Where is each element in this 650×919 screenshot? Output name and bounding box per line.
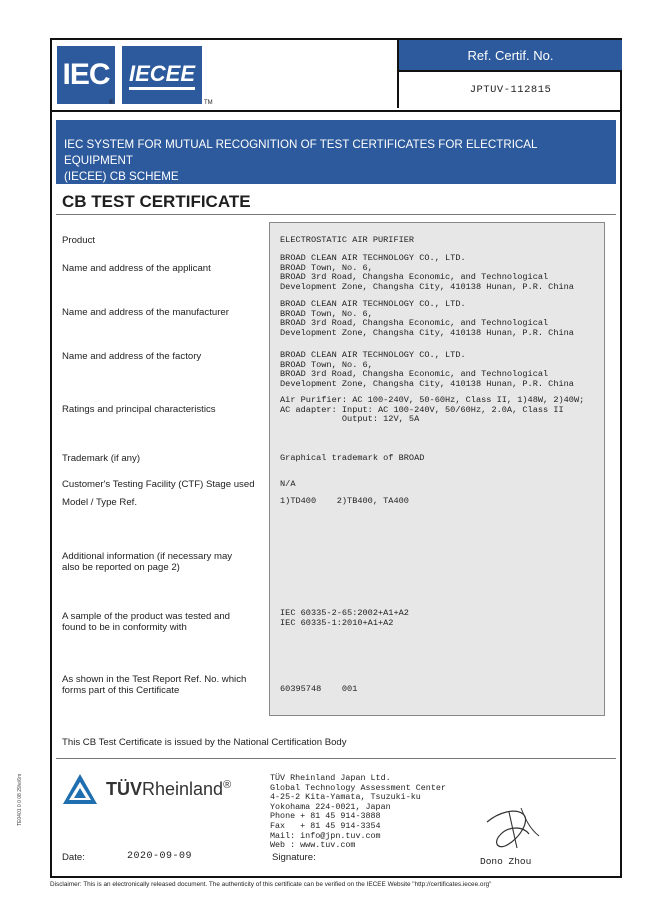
values-panel — [269, 222, 605, 716]
certificate-title: CB TEST CERTIFICATE — [62, 192, 251, 211]
value-ctf-stage: N/A — [280, 479, 296, 489]
value-factory: BROAD CLEAN AIR TECHNOLOGY CO., LTD. BROAD Town, No. 6, BROAD 3rd Road, Changsha Economic, and Technological Development Zone, Changsha City, 410138 Hunan, P.R. China — [280, 350, 574, 389]
value-ratings: Air Purifier: AC 100-240V, 50-60Hz, Class II, 1)48W, 2)40W; AC adapter: Input: AC 100-240V, 50/60Hz, 2.0A, Class II Output: 12V, 5A — [280, 395, 585, 424]
tuv-registered-mark: ® — [223, 778, 232, 791]
label-additional-info: Additional information (if necessary may also be reported on page 2) — [62, 551, 233, 573]
tuv-wordmark-light: Rheinland — [142, 778, 224, 799]
handwritten-signature — [477, 800, 547, 856]
title-divider — [56, 214, 616, 215]
ncb-address: TÜV Rheinland Japan Ltd. Global Technology Assessment Center 4-25-2 Kita-Yamata, Tsuzuki-ku Yokohama 224-0021, Japan Phone + 81 45 914-3888 Fax + 81 45 914-3354 Mail: info@jpn.tuv.com Web : www.tuv.com — [270, 773, 446, 851]
iec-logo-text: IEC — [62, 58, 110, 91]
iecee-trademark-mark: TM — [204, 100, 213, 106]
iec-registered-mark: ® — [109, 100, 114, 106]
ref-certif-number: JPTUV-112815 — [469, 84, 552, 96]
label-conformity: A sample of the product was tested and found to be in conformity with — [62, 611, 230, 633]
tuv-rheinland-logo — [62, 773, 231, 805]
tuv-rheinland-wordmark — [106, 779, 231, 800]
issued-by-statement: This CB Test Certificate is issued by the National Certification Body — [62, 737, 347, 748]
label-test-report: As shown in the Test Report Ref. No. which forms part of this Certificate — [62, 674, 247, 696]
scheme-banner-line2: (IECEE) CB SCHEME — [64, 170, 179, 183]
label-manufacturer: Name and address of the manufacturer — [62, 307, 229, 318]
label-model: Model / Type Ref. — [62, 497, 138, 508]
signature-label: Signature: — [272, 852, 316, 863]
scheme-banner — [56, 120, 616, 184]
label-product: Product — [62, 235, 96, 246]
value-applicant: BROAD CLEAN AIR TECHNOLOGY CO., LTD. BROAD Town, No. 6, BROAD 3rd Road, Changsha Economic, and Technological Development Zone, Changsha City, 410138 Hunan, P.R. China — [280, 253, 574, 292]
value-test-report: 60395748 001 — [280, 684, 358, 694]
value-conformity: IEC 60335-2-65:2002+A1+A2 IEC 60335-1:2010+A1+A2 — [280, 608, 409, 628]
iecee-logo-text: IECEE — [129, 61, 195, 90]
iec-logo — [57, 46, 115, 104]
label-trademark: Trademark (if any) — [62, 453, 141, 464]
ref-certif-box — [397, 40, 622, 108]
label-applicant: Name and address of the applicant — [62, 263, 211, 274]
label-ctf-stage: Customer's Testing Facility (CTF) Stage used — [62, 479, 255, 490]
label-factory: Name and address of the factory — [62, 351, 202, 362]
iecee-logo — [122, 46, 202, 104]
signer-name: Dono Zhou — [480, 856, 532, 867]
side-form-code: TE0401 0 0 08 29/e/6m — [17, 773, 23, 826]
certificate-frame — [50, 38, 622, 878]
tuv-triangle-icon — [62, 773, 98, 805]
ncb-divider — [56, 758, 616, 759]
value-product: ELECTROSTATIC AIR PURIFIER — [280, 235, 415, 245]
tuv-wordmark-bold: TÜV — [106, 778, 142, 799]
date-label: Date: — [62, 852, 85, 863]
date-value: 2020-09-09 — [127, 851, 193, 862]
ref-certif-label: Ref. Certif. No. — [399, 40, 622, 72]
certificate-header — [52, 40, 620, 112]
label-ratings: Ratings and principal characteristics — [62, 404, 216, 415]
value-manufacturer: BROAD CLEAN AIR TECHNOLOGY CO., LTD. BROAD Town, No. 6, BROAD 3rd Road, Changsha Economic, and Technological Development Zone, Changsha City, 410138 Hunan, P.R. China — [280, 299, 574, 338]
value-trademark: Graphical trademark of BROAD — [280, 453, 425, 463]
value-model: 1)TD400 2)TB400, TA400 — [280, 496, 409, 506]
scheme-banner-line1: IEC SYSTEM FOR MUTUAL RECOGNITION OF TEST CERTIFICATES FOR ELECTRICAL EQUIPMENT — [64, 138, 538, 167]
disclaimer: Disclaimer: This is an electronically released document. The authenticity of this certificate can be verified on the IECEE Website "http://certificates.iecee.org" — [50, 881, 492, 888]
